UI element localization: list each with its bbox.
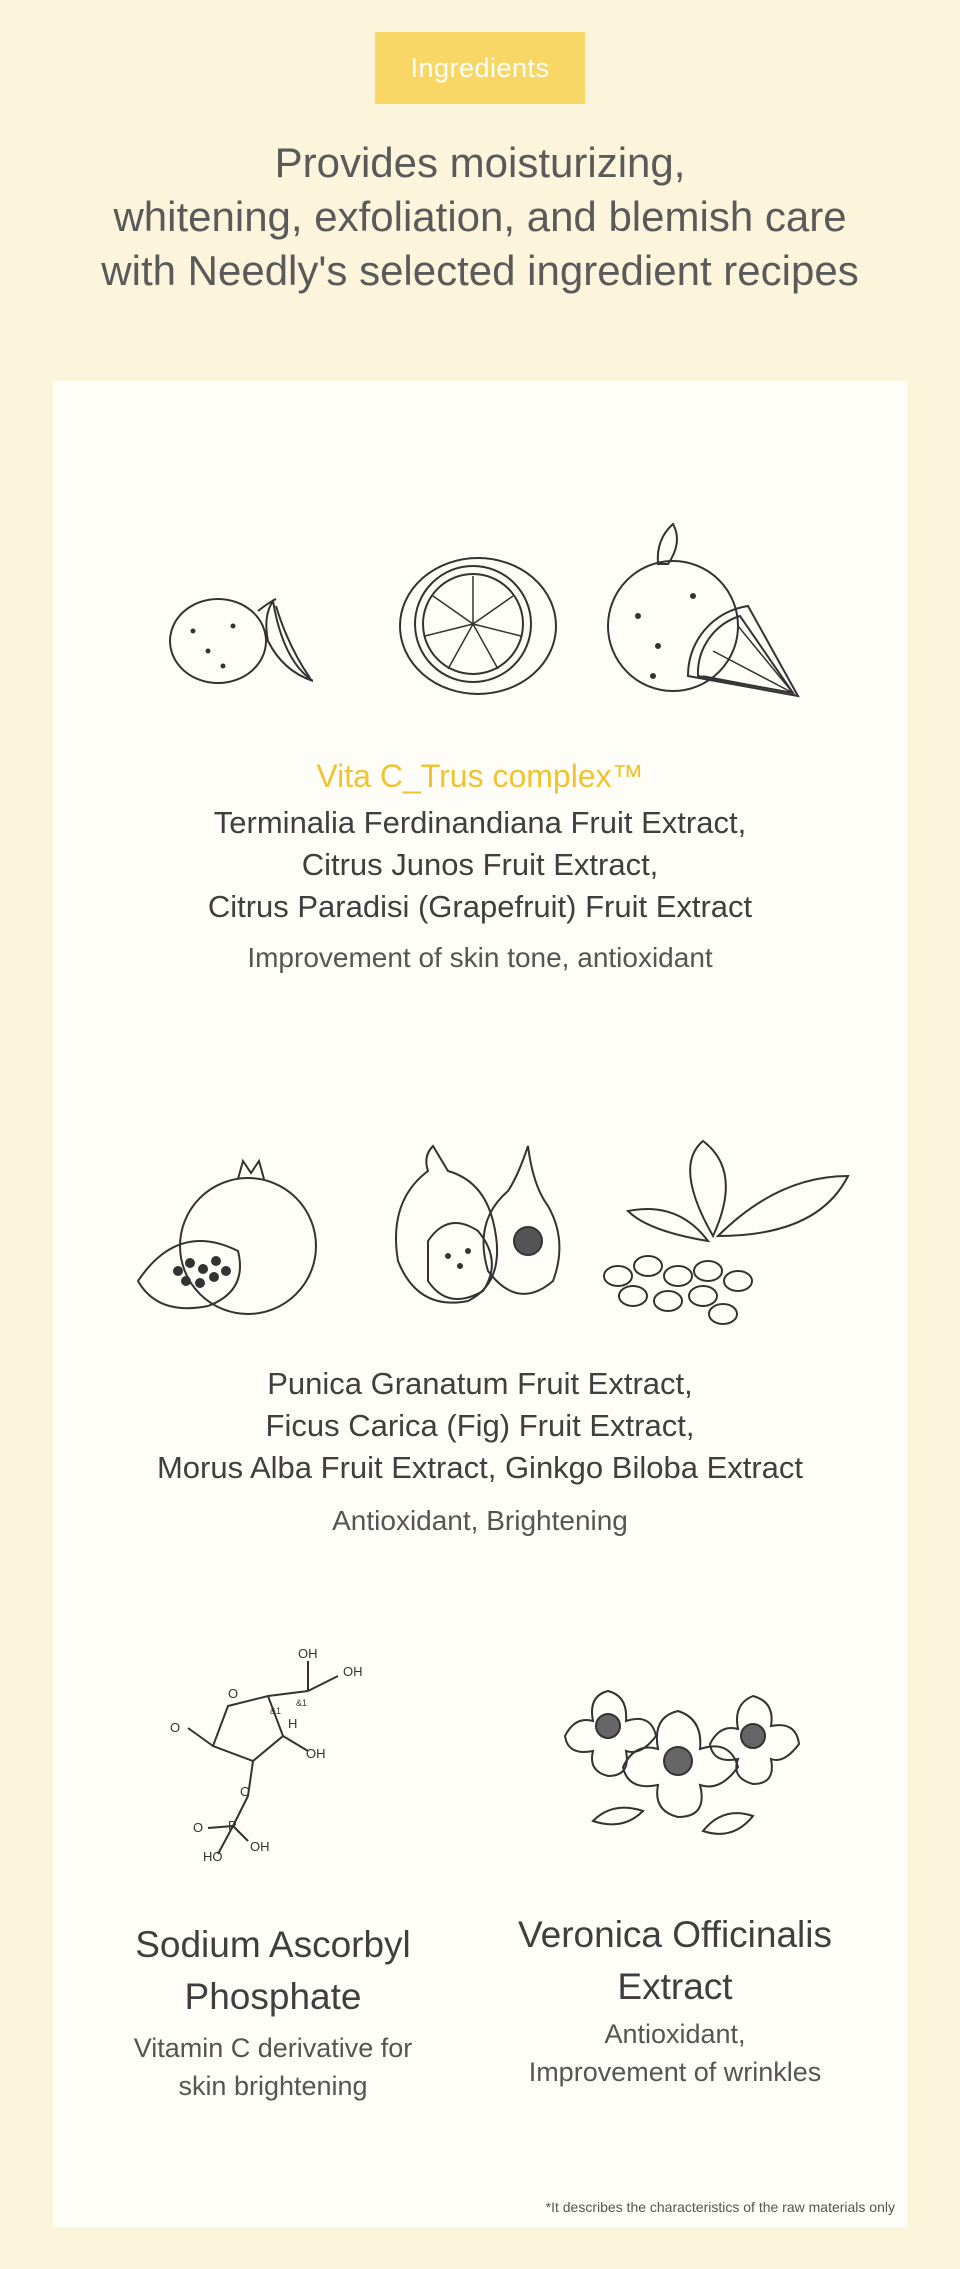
- molecule-icon: [158, 1646, 388, 1871]
- molecule-label: &1: [270, 1706, 282, 1716]
- molecule-label: O: [193, 1820, 204, 1835]
- column-desc: [98, 2029, 448, 2105]
- footnote: *It describes the characteristics of the raw materials only: [545, 2199, 895, 2215]
- headline-line: Provides moisturizing,: [274, 139, 686, 186]
- effect-text: Improvement of skin tone, antioxidant: [247, 942, 713, 973]
- molecule-label: OH: [250, 1839, 270, 1854]
- desc-line: Antioxidant,: [604, 2019, 746, 2049]
- molecule-label: P: [228, 1818, 237, 1833]
- ingredient-line: Citrus Paradisi (Grapefruit) Fruit Extract: [207, 889, 753, 924]
- ingredients-card: [53, 381, 907, 2227]
- ginkgo-nuts-icon: [593, 1136, 853, 1326]
- fig-icon: [388, 1131, 568, 1321]
- title-line: Extract: [617, 1966, 733, 2007]
- title-line: Sodium Ascorbyl: [135, 1924, 411, 1965]
- desc-line: Improvement of wrinkles: [528, 2057, 822, 2087]
- lemon-half-icon: [393, 541, 563, 701]
- headline-line: whitening, exfoliation, and blemish care: [113, 193, 847, 240]
- ingredient-line: Punica Granatum Fruit Extract,: [267, 1366, 693, 1401]
- ingredient-column: [500, 1909, 850, 2091]
- ingredient-column: [98, 1919, 448, 2105]
- flower-icon: [553, 1671, 803, 1851]
- ingredient-line: Citrus Junos Fruit Extract,: [301, 847, 659, 882]
- molecule-label: OH: [306, 1746, 326, 1761]
- ingredient-list: [53, 1363, 907, 1489]
- ingredient-line: Ficus Carica (Fig) Fruit Extract,: [265, 1408, 695, 1443]
- ingredient-list: [53, 802, 907, 928]
- ingredient-line: Terminalia Ferdinandiana Fruit Extract,: [213, 805, 747, 840]
- desc-line: skin brightening: [178, 2071, 368, 2101]
- desc-line: Vitamin C derivative for: [133, 2033, 413, 2063]
- title-line: Phosphate: [184, 1976, 362, 2017]
- effect-text: Antioxidant, Brightening: [332, 1505, 628, 1536]
- ingredient-line: Morus Alba Fruit Extract, Ginkgo Biloba Extract: [156, 1450, 804, 1485]
- column-desc: [500, 2015, 850, 2091]
- molecule-label: OH: [298, 1646, 318, 1661]
- headline-line: with Needly's selected ingredient recipes: [101, 247, 859, 294]
- complex-name: Vita C_Trus complex™: [316, 758, 644, 794]
- title-line: Veronica Officinalis: [518, 1914, 832, 1955]
- lemon-icon: [163, 541, 313, 701]
- molecule-label: HO: [203, 1849, 223, 1864]
- pomegranate-icon: [128, 1151, 338, 1321]
- molecule-label: O: [228, 1686, 239, 1701]
- column-title: [98, 1919, 448, 2023]
- headline: [60, 136, 900, 298]
- orange-icon: [598, 516, 838, 706]
- molecule-label: O: [240, 1784, 251, 1799]
- column-title: [500, 1909, 850, 2013]
- ingredients-badge: Ingredients: [375, 32, 585, 104]
- molecule-label: O: [170, 1720, 181, 1735]
- molecule-label: H: [288, 1716, 298, 1731]
- molecule-label: &1: [296, 1698, 308, 1708]
- molecule-label: OH: [343, 1664, 363, 1679]
